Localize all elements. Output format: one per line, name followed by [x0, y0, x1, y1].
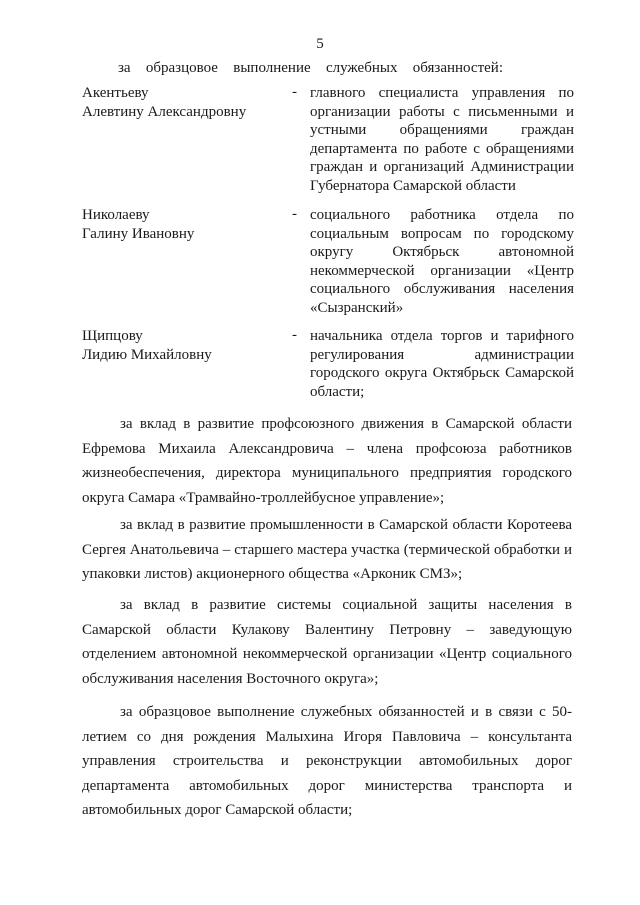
- recipient-name: Акентьеву Алевтину Александровну: [82, 85, 247, 120]
- award-paragraph: за вклад в развитие промышленности в Самарской области Коротеева Сергея Анатольевича – старшего мастера участка (термической обработки и упаковки листов) акционерного общества «Арконик СМЗ»;: [82, 517, 572, 582]
- award-paragraph: за образцовое выполнение служебных обязанностей и в связи с 50-летием со дня рождения Малыхина Игоря Павловича – консультанта управления строительства и реконструкции автомобильных дорог департамента автомобильных дорог министерства транспорта и автомобильных дорог Самарской области;: [82, 704, 572, 818]
- entry-dash: -: [292, 84, 297, 100]
- recipient-position: главного специалиста управления по организации работы с письменными и устными обращениями граждан департамента по работе с обращениями граждан и организаций Администрации Губернатора Самарской области: [310, 85, 574, 194]
- intro-line: за образцовое выполнение служебных обязанностей:: [118, 60, 503, 76]
- recipient-position: социального работника отдела по социальным вопросам по городскому округу Октябрьск автономной некоммерческой организации «Центр социального обслуживания населения «Сызранский»: [310, 207, 574, 316]
- recipient-name: Николаеву Галину Ивановну: [82, 207, 195, 242]
- recipient-position: начальника отдела торгов и тарифного регулирования администрации городского округа Октябрьск Самарской области;: [310, 328, 574, 400]
- entry-dash: -: [292, 327, 297, 343]
- recipient-name: Щипцову Лидию Михайловну: [82, 328, 212, 363]
- award-paragraph: за вклад в развитие системы социальной защиты населения в Самарской области Кулакову Валентину Петровну – заведующую отделением автономной некоммерческой организации «Центр социального обслуживания населения Восточного округа»;: [82, 597, 572, 687]
- award-paragraph: за вклад в развитие профсоюзного движения в Самарской области Ефремова Михаила Александровича – члена профсоюза работников жизнеобеспечения, директора муниципального предприятия городского округа Самара «Трамвайно-троллейбусное управление»;: [82, 416, 572, 506]
- page-number: 5: [316, 36, 324, 52]
- entry-dash: -: [292, 206, 297, 222]
